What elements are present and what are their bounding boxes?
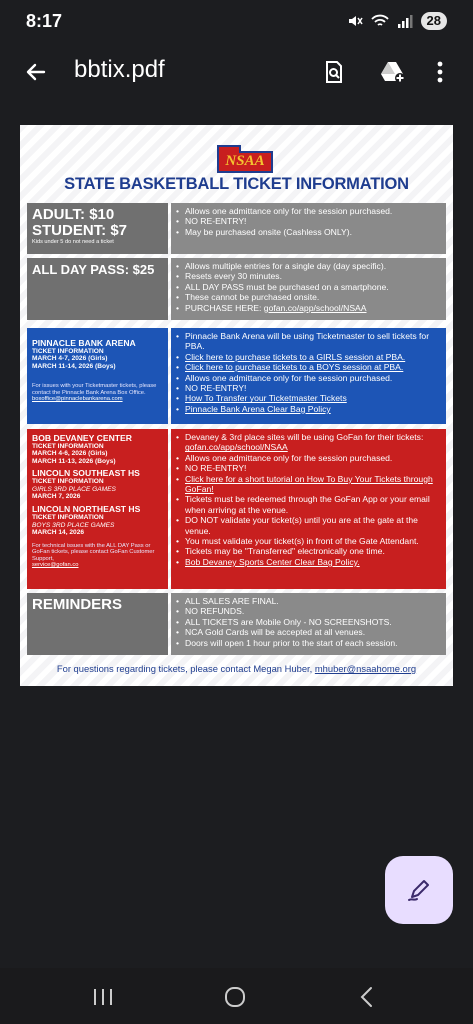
status-bar (0, 0, 473, 44)
lse-venue: LINCOLN SOUTHEAST HS (32, 468, 140, 479)
back-button[interactable] (20, 56, 52, 88)
nav-back-button[interactable] (352, 982, 382, 1012)
devaney-venue: BOB DEVANEY CENTER (32, 433, 132, 443)
pba-bullet: • Allows one admittance only for the session purchased. (175, 373, 442, 383)
nsaa-logo (216, 142, 274, 174)
file-title: bbtix.pdf (74, 56, 165, 83)
devaney-bullet: • You must validate your ticket(s) in front of the Gate Attendant. (175, 536, 442, 546)
devaney-bullet: • Tickets may be "Transferred" electronically one time. (175, 546, 442, 556)
lne-sub: TICKET INFORMATION (32, 514, 104, 522)
student-price: STUDENT: $7 (32, 222, 128, 239)
all-day-info (171, 258, 446, 320)
admission-bullet: • May be purchased onsite (Cashless ONLY). (175, 227, 442, 237)
all-day-bullet: • Resets every 30 minutes. (175, 271, 442, 281)
devaney-bullet: • Allows one admittance only for the session purchased. (175, 453, 442, 463)
status-time: 8:17 (26, 11, 63, 31)
all-day-bullet: • PURCHASE HERE: gofan.co/app/school/NSAA (175, 303, 442, 313)
recents-icon (92, 987, 114, 1007)
drive-add-icon (380, 60, 406, 84)
devaney-bag-policy-link[interactable]: • Bob Devaney Sports Center Clear Bag Policy. (175, 557, 442, 567)
recents-button[interactable] (88, 982, 118, 1012)
gofan-tutorial-link[interactable]: • Click here for a short tutorial on How To Buy Your Tickets through GoFan! (175, 474, 442, 495)
lse-sub: TICKET INFORMATION (32, 478, 104, 486)
edit-fab-button[interactable] (385, 856, 453, 924)
nsaa-logo-text: NSAA (225, 153, 265, 169)
more-vertical-icon (437, 61, 443, 83)
admission-info (171, 203, 446, 254)
app-bar (0, 44, 473, 100)
gofan-note: For technical issues with the ALL DAY Pass or GoFan tickets, please contact GoFan Customer Support, (32, 542, 155, 562)
devaney-dates-girls: MARCH 4-6, 2026 (Girls) (32, 450, 108, 458)
lne-sub-games: BOYS 3RD PLACE GAMES (32, 521, 115, 529)
pba-email-link[interactable]: boxoffice@pinnaclebankarena.com (32, 396, 123, 403)
reminders-heading-box (27, 593, 168, 655)
wifi-icon (371, 13, 389, 29)
back-arrow-icon (24, 60, 48, 84)
all-day-bullet: • ALL DAY PASS must be purchased on a smartphone. (175, 282, 442, 292)
reminder-bullet: • Doors will open 1 hour prior to the start of each session. (175, 638, 442, 648)
back-icon (359, 986, 375, 1008)
pba-ticket-info (171, 328, 446, 424)
gofan-link[interactable]: gofan.co/app/school/NSAA (263, 302, 367, 313)
admission-prices (27, 203, 168, 254)
devaney-sub: TICKET INFORMATION (32, 443, 104, 450)
devaney-bullet: • NO RE-ENTRY! (175, 463, 442, 473)
pba-venue: PINNACLE BANK ARENA (32, 338, 136, 348)
pba-bag-policy-link[interactable]: • Pinnacle Bank Arena Clear Bag Policy (175, 404, 442, 414)
pba-bullet: • Pinnacle Bank Arena will be using Ticketmaster to sell tickets for PBA. (175, 331, 442, 352)
add-to-drive-button[interactable] (377, 56, 409, 88)
lse-sub-games: GIRLS 3RD PLACE GAMES (32, 485, 116, 493)
reminder-bullet: • NO REFUNDS. (175, 606, 442, 616)
devaney-bullet: • Tickets must be redeemed through the GoFan App or your email when arriving at the venue. (175, 494, 442, 515)
reminder-bullet: • ALL SALES ARE FINAL. (175, 596, 442, 606)
all-day-row (27, 258, 446, 320)
reminder-bullet: • NCA Gold Cards will be accepted at all venues. (175, 627, 442, 637)
pba-note: For issues with your Ticketmaster tickets, please contact the Pinnacle Bank Arena Box Office. (32, 383, 157, 396)
home-icon (224, 986, 246, 1008)
lne-dates: MARCH 14, 2026 (32, 529, 85, 537)
pdf-page[interactable] (20, 125, 453, 686)
all-day-price (27, 258, 168, 320)
devaney-row (27, 429, 446, 589)
lne-venue: LINCOLN NORTHEAST HS (32, 504, 141, 515)
admission-bullet: • Allows one admittance only for the session purchased. (175, 206, 442, 216)
devaney-bullet: • DO NOT validate your ticket(s) until you are at the gate at the venue. (175, 515, 442, 536)
devaney-ticket-info (171, 429, 446, 589)
kids-note: Kids under 5 do not need a ticket (32, 239, 114, 245)
all-day-bullet: • Allows multiple entries for a single day (day specific). (175, 261, 442, 271)
contact-email-link[interactable]: mhuber@nsaahome.org (314, 663, 417, 674)
lse-dates: MARCH 7, 2026 (32, 493, 81, 501)
signal-icon (397, 13, 413, 29)
pba-dates-girls: MARCH 4-7, 2026 (Girls) (32, 355, 108, 363)
pba-row (27, 328, 446, 424)
pba-transfer-link[interactable]: • How To Transfer your Ticketmaster Tickets (175, 393, 442, 403)
battery-badge: 28 (421, 12, 447, 30)
all-day-label: ALL DAY PASS: $25 (32, 262, 155, 277)
edit-pen-icon (406, 877, 432, 903)
system-nav-bar (0, 968, 473, 1024)
devaney-gofan-link[interactable]: gofan.co/app/school/NSAA (185, 442, 288, 453)
pba-sub: TICKET INFORMATION (32, 348, 104, 355)
reminder-bullet: • ALL TICKETS are Mobile Only - NO SCREENSHOTS. (175, 617, 442, 627)
adult-price: ADULT: $10 (32, 206, 115, 223)
reminders-info (171, 593, 446, 655)
devaney-bullet: • Devaney & 3rd place sites will be using GoFan for their tickets: gofan.co/app/school/NSAA (175, 432, 442, 453)
home-button[interactable] (220, 982, 250, 1012)
pba-bullet: • NO RE-ENTRY! (175, 383, 442, 393)
devaney-venue-info (27, 429, 168, 589)
gofan-email-link[interactable]: service@gofan.co (32, 562, 79, 569)
reminders-row (27, 593, 446, 655)
pba-dates-boys: MARCH 11-14, 2026 (Boys) (32, 362, 116, 370)
pba-boys-link[interactable]: • Click here to purchase tickets to a BOYS session at PBA. (175, 362, 442, 372)
document-title: STATE BASKETBALL TICKET INFORMATION (64, 175, 409, 193)
status-icons (347, 12, 447, 30)
all-day-bullet: • These cannot be purchased onsite. (175, 292, 442, 302)
pba-girls-link[interactable]: • Click here to purchase tickets to a GIRLS session at PBA. (175, 352, 442, 362)
pba-venue-info (27, 328, 168, 424)
devaney-dates-boys: MARCH 11-13, 2026 (Boys) (32, 457, 116, 465)
admission-row (27, 203, 446, 254)
document-footer: For questions regarding tickets, please contact Megan Huber, mhuber@nsaahome.org (56, 663, 417, 674)
admission-bullet: • NO RE-ENTRY! (175, 216, 442, 226)
mute-icon (347, 13, 363, 29)
reminders-label: REMINDERS (32, 596, 123, 613)
more-options-button[interactable] (430, 56, 450, 88)
search-document-button[interactable] (318, 56, 350, 88)
search-in-document-icon (322, 60, 346, 84)
